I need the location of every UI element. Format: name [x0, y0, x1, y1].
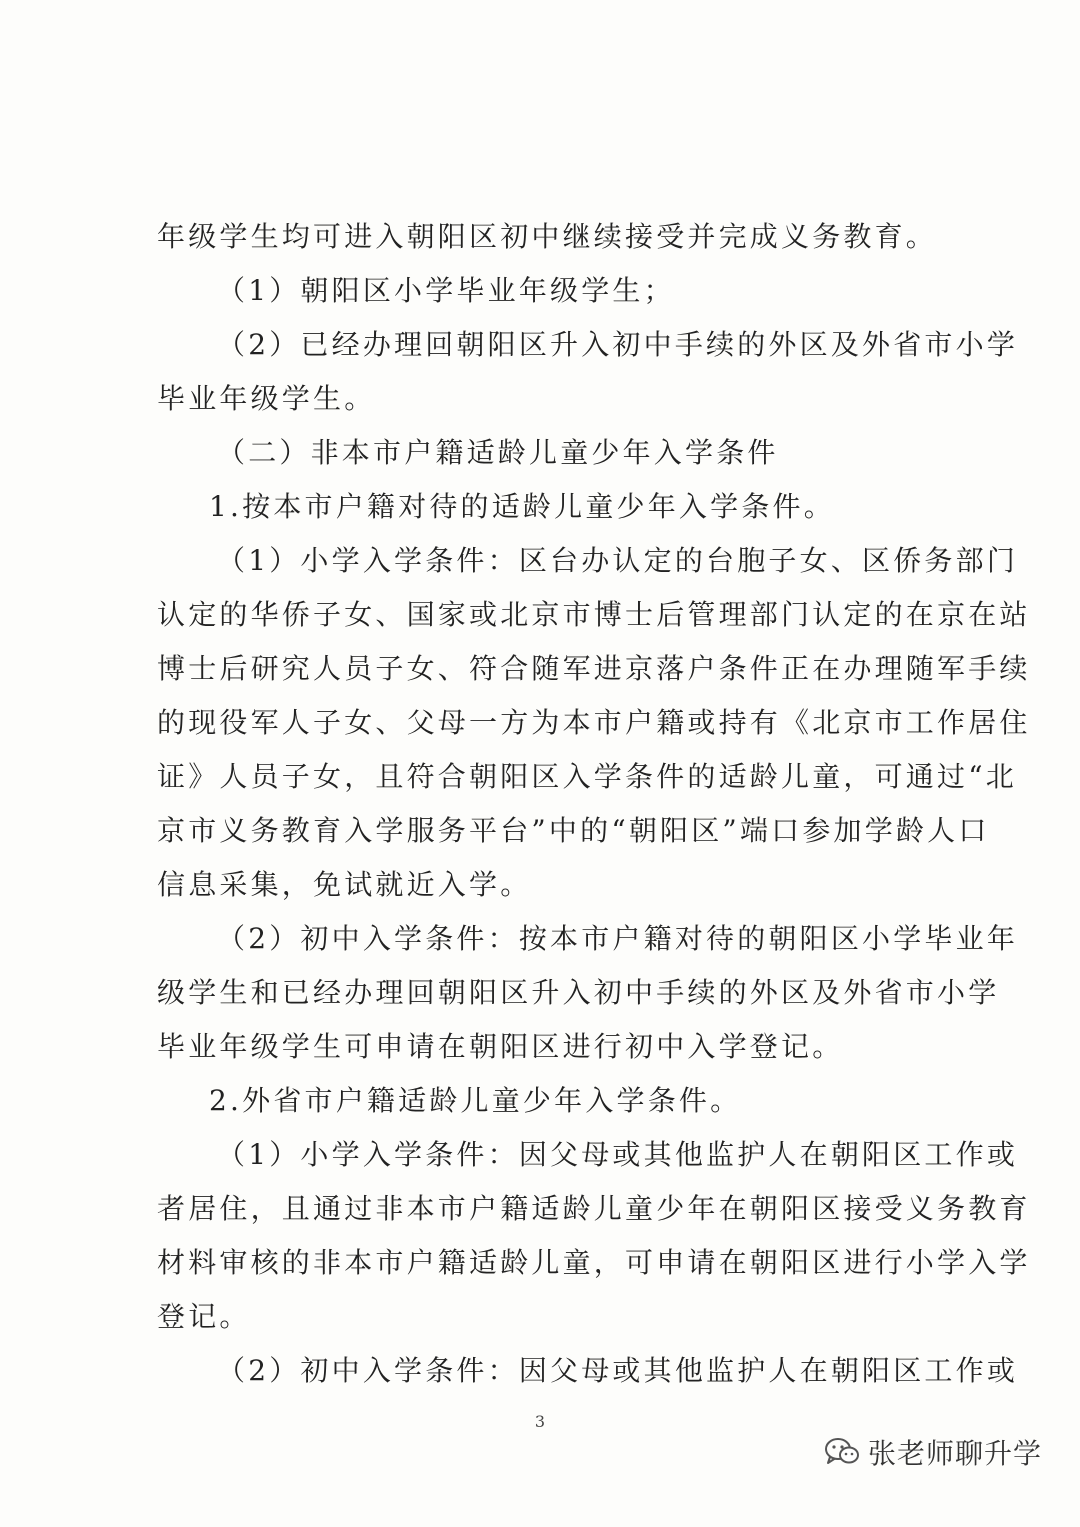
text-line: 证》人员子女，且符合朝阳区入学条件的适龄儿童，可通过“北	[157, 760, 1017, 793]
subsection-heading: 1.按本市户籍对待的适龄儿童少年入学条件。	[209, 490, 835, 523]
text-line: （2）已经办理回朝阳区升入初中手续的外区及外省市小学	[217, 328, 1019, 361]
text-line: 京市义务教育入学服务平台”中的“朝阳区”端口参加学龄人口	[157, 814, 990, 847]
text-line: （1）小学入学条件：区台办认定的台胞子女、区侨务部门	[217, 544, 1019, 577]
text-line: 博士后研究人员子女、符合随军进京落户条件正在办理随军手续	[157, 652, 1031, 685]
text-line: （1）小学入学条件：因父母或其他监护人在朝阳区工作或	[217, 1138, 1019, 1171]
watermark	[824, 1432, 1042, 1472]
wechat-icon	[824, 1437, 860, 1467]
document-body	[157, 210, 1031, 1398]
text-line: （2）初中入学条件：因父母或其他监护人在朝阳区工作或	[217, 1354, 1019, 1387]
watermark-text: 张老师聊升学	[867, 1437, 1042, 1470]
text-line: 者居住，且通过非本市户籍适龄儿童少年在朝阳区接受义务教育	[157, 1192, 1031, 1225]
subsection-heading: 2.外省市户籍适龄儿童少年入学条件。	[209, 1084, 742, 1117]
text-line: （2）初中入学条件：按本市户籍对待的朝阳区小学毕业年	[217, 922, 1019, 955]
text-line: 的现役军人子女、父母一方为本市户籍或持有《北京市工作居住	[157, 706, 1031, 739]
text-line: 毕业年级学生。	[157, 382, 376, 415]
text-line: 信息采集，免试就近入学。	[157, 868, 532, 901]
text-line: 级学生和已经办理回朝阳区升入初中手续的外区及外省市小学	[157, 976, 1000, 1009]
section-heading: （二）非本市户籍适龄儿童少年入学条件	[217, 436, 779, 469]
text-line: 毕业年级学生可申请在朝阳区进行初中入学登记。	[157, 1030, 844, 1063]
text-line: 认定的华侨子女、国家或北京市博士后管理部门认定的在京在站	[157, 598, 1031, 631]
text-line: 年级学生均可进入朝阳区初中继续接受并完成义务教育。	[157, 220, 938, 253]
page-number: 3	[534, 1412, 546, 1431]
text-line: （1）朝阳区小学毕业年级学生；	[217, 274, 675, 307]
text-line: 材料审核的非本市户籍适龄儿童，可申请在朝阳区进行小学入学	[157, 1246, 1031, 1279]
text-line: 登记。	[157, 1300, 251, 1333]
